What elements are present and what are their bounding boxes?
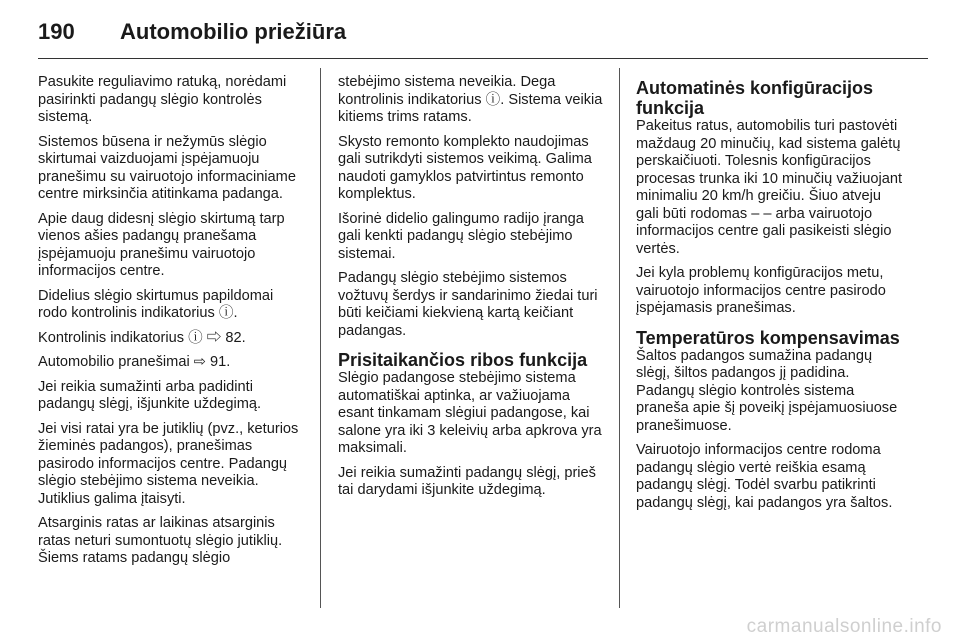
paragraph: Slėgio padangose stebėjimo sistema automatiškai aptinka, ar važiuojama esant tinkamam slėgiui padangose, kai salone yra iki 3 keleivių arba apkrova yra maksimali.: [338, 370, 602, 456]
column-1: [38, 74, 306, 575]
paragraph-messages-link[interactable]: Automobilio pranešimai ⇨ 91.: [38, 354, 231, 370]
page-header: [38, 14, 928, 50]
paragraph: Apie daug didesnį slėgio skirtumą tarp vienos ašies padangų pranešama įspėjamuoju pranešimu vairuotojo informacijos centre.: [38, 210, 285, 279]
column-3: [636, 74, 904, 519]
watermark: carmanualsonline.info: [746, 616, 942, 637]
column-divider-1: [320, 68, 321, 608]
paragraph: stebėjimo sistema neveikia. Dega kontrolinis indikatorius ⓘ. Sistema veikia kitiems trims ratams.: [338, 74, 603, 125]
paragraph: Didelius slėgio skirtumus papildomai rodo kontrolinis indikatorius ⓘ.: [38, 287, 274, 321]
page-title: Automobilio priežiūra: [120, 19, 347, 44]
paragraph: Atsarginis ratas ar laikinas atsarginis ratas neturi sumontuotų slėgio jutiklių. Šiems ratams padangų slėgio: [38, 515, 283, 566]
paragraph: Sistemos būsena ir nežymūs slėgio skirtumai vaizduojami įspėjamuoju pranešimu su vairuotojo informaciniame centre mirksinčia atitinkama padanga.: [38, 133, 296, 202]
header-rule: [38, 58, 928, 59]
paragraph: Padangų slėgio stebėjimo sistemos vožtuvų šerdys ir sandarinimo žiedai turi būti keičiami kiekvieną kartą keičiant padangas.: [338, 270, 598, 339]
paragraph: Jei visi ratai yra be jutiklių (pvz., keturios žieminės padangos), pranešimas pasirodo informacijos centre. Padangų slėgio stebėjimo sistema neveikia. Jutiklius galima įtaisyti.: [38, 420, 299, 507]
column-divider-2: [619, 68, 620, 608]
section-heading: Prisitaikančios ribos funkcija: [338, 350, 588, 370]
paragraph: Jei reikia sumažinti padangų slėgį, prieš tai darydami išjunkite uždegimą.: [338, 464, 596, 498]
paragraph: Vairuotojo informacijos centre rodoma padangų slėgio vertė reiškia esamą padangų slėgį. Todėl svarbu patikrinti padangų slėgį, kai padangos yra šaltos.: [636, 442, 893, 511]
paragraph: Pakeitus ratus, automobilis turi pastovėti maždaug 20 minučių, kad sistema galėtų perskaičiuoti. Tolesnis konfigūracijos procesas trunka iki 10 minučių važiuojant minimaliu 20 km/h greičiu. Šiuo atveju gali būti rodomas ‒ ‒ arba vairuotojo informacijos centre gali pasikeisti slėgio vertės.: [636, 118, 903, 257]
section-heading: Automatinės konfigūracijos funkcija: [636, 78, 874, 118]
paragraph: Skysto remonto komplekto naudojimas gali sutrikdyti sistemos veikimą. Galima naudoti gamyklos patvirtintus remonto komplektus.: [338, 133, 592, 202]
paragraph: Pasukite reguliavimo ratuką, norėdami pasirinkti padangų slėgio kontrolės sistemą.: [38, 74, 287, 125]
paragraph-indicator-link[interactable]: Kontrolinis indikatorius ⓘ ⇨ 82.: [38, 329, 246, 346]
paragraph: Išorinė didelio galingumo radijo įranga gali kenkti padangų slėgio stebėjimo sistemai.: [338, 210, 584, 262]
paragraph: Jei reikia sumažinti arba padidinti padangų slėgį, išjunkite uždegimą.: [38, 378, 262, 412]
column-2: [338, 74, 604, 507]
paragraph: Šaltos padangos sumažina padangų slėgį, šiltos padangos jį padidina. Padangų slėgio kontrolės sistema praneša apie šį poveikį įspėjamuosiuose pranešimuose.: [636, 347, 898, 434]
section-heading: Temperatūros kompensavimas: [636, 327, 900, 348]
page-number: 190: [38, 19, 75, 44]
paragraph: Jei kyla problemų konfigūracijos metu, vairuotojo informacijos centre pasirodo įspėjamasis pranešimas.: [636, 265, 886, 316]
